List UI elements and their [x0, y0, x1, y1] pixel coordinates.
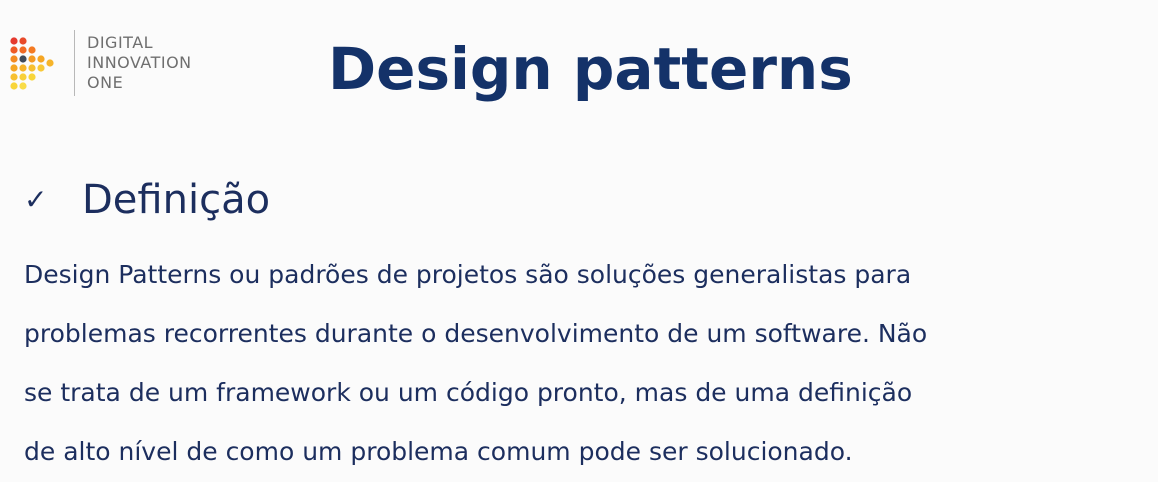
paragraph-line: de alto nível de como um problema comum pode ser solucionado. — [24, 437, 853, 466]
logo-line-1: DIGITAL — [87, 33, 154, 52]
definition-paragraph — [24, 245, 1149, 481]
logo-divider — [74, 30, 75, 96]
logo-line-3: ONE — [87, 73, 124, 92]
section-heading-label: Definição — [82, 177, 271, 223]
page-title: Design patterns — [328, 35, 853, 103]
check-icon: ✓ — [24, 183, 48, 216]
logo-line-2: INNOVATION — [87, 53, 192, 72]
paragraph-line: problemas recorrentes durante o desenvolvimento de um software. Não — [24, 319, 928, 348]
paragraph-line: se trata de um framework ou um código pronto, mas de uma definição — [24, 378, 913, 407]
paragraph-line: Design Patterns ou padrões de projetos são soluções generalistas para — [24, 260, 912, 289]
section-heading — [24, 172, 270, 228]
brand-logo — [8, 30, 192, 96]
logo-wordmark — [87, 33, 192, 93]
dio-logo-icon — [8, 31, 64, 95]
